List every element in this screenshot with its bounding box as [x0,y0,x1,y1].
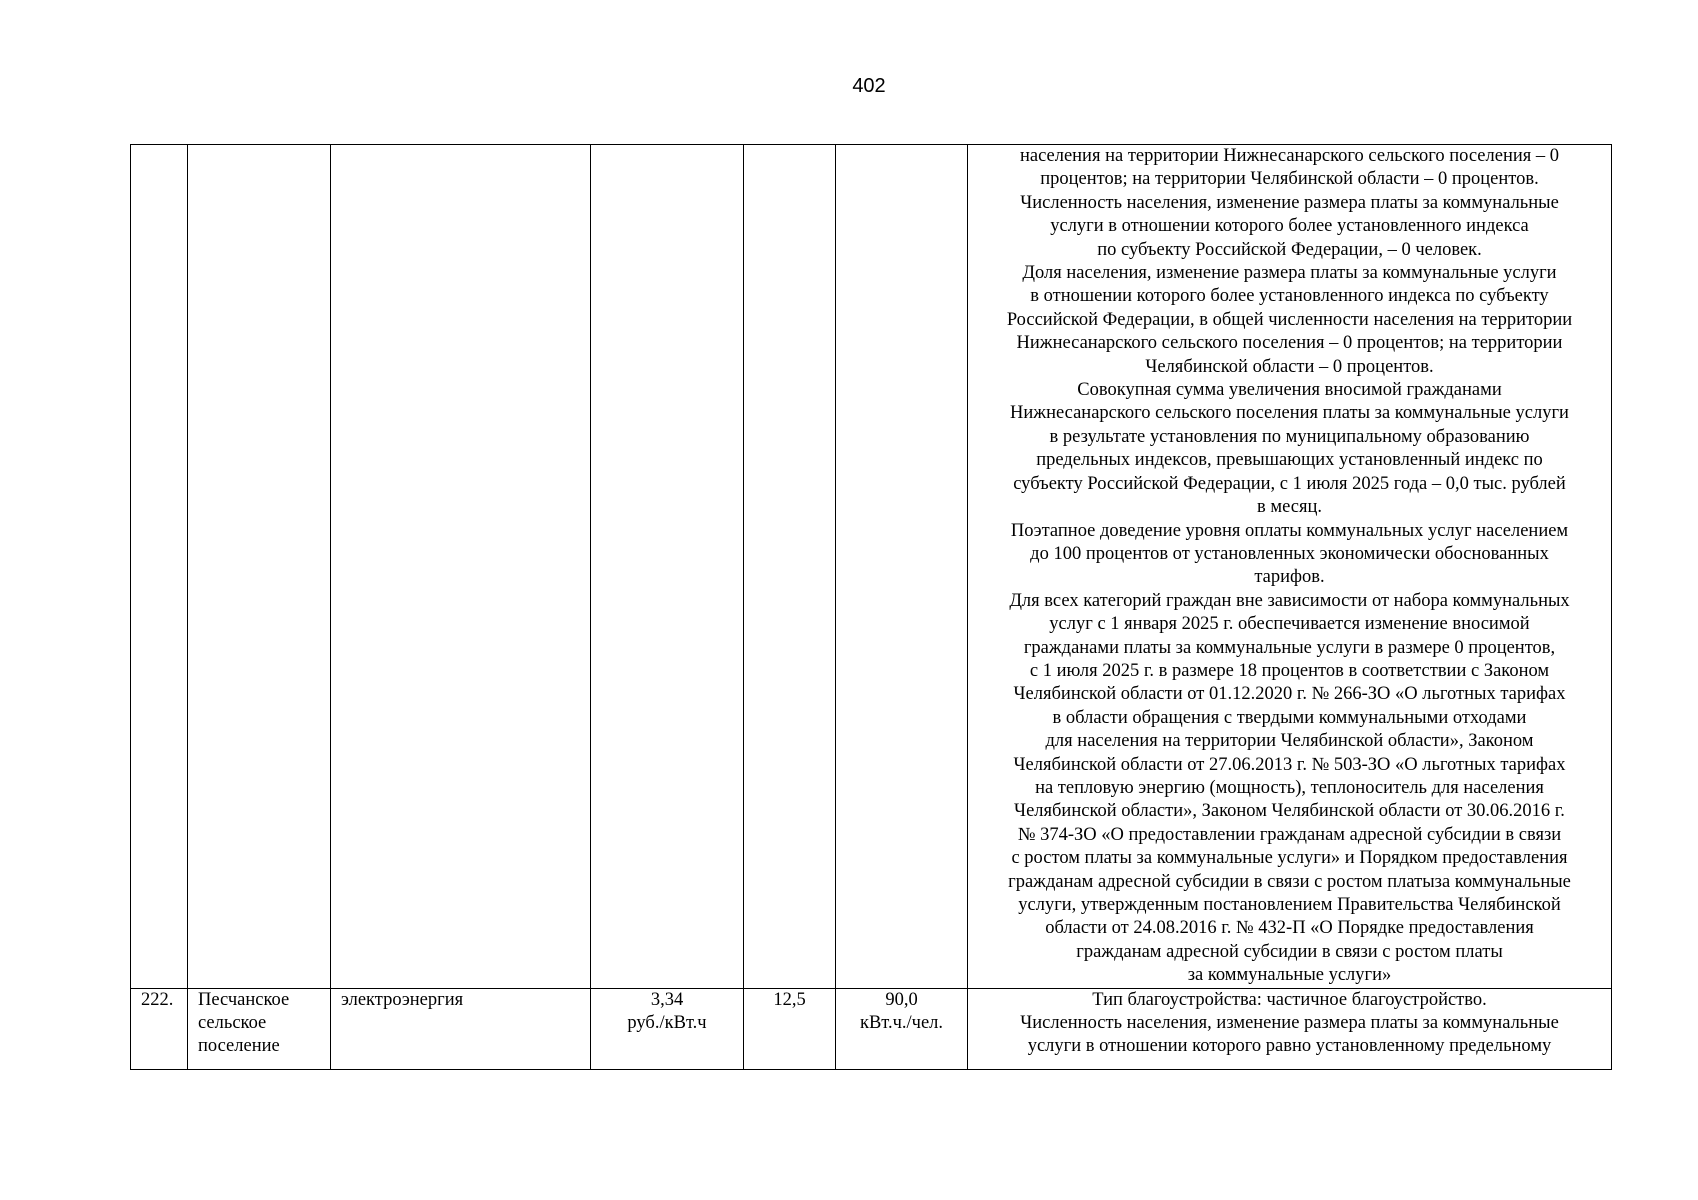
cell-description [968,145,1612,989]
text-line: 90,0 [885,989,918,1010]
text-line: до 100 процентов от установленных экономически обоснованных [1030,543,1549,564]
text-line: гражданам адресной субсидии в связи с ростом платы [1076,941,1503,962]
text-line: Челябинской области», Законом Челябинской области от 30.06.2016 г. [1014,801,1565,822]
text-line: услуги, утвержденным постановлением Правительства Челябинской [1018,895,1561,915]
table-row-222 [131,988,1612,1069]
cell-settlement [188,145,331,989]
text-line: в отношении которого более установленного индекса по субъекту [1030,286,1549,307]
text-line: услуги в отношении которого равно установленному предельному [1027,1036,1552,1057]
tariff-value [595,989,739,1036]
text-line: руб./кВт.ч [627,1013,707,1034]
cell-index: 12,5 [744,988,836,1069]
text-line: предельных индексов, превышающих установленный индекс по [1036,450,1543,471]
text-line: Тип благоустройства: частичное благоустройство. [1092,989,1487,1010]
text-line: Доля населения, изменение размера платы за коммунальные услуги [1022,263,1557,284]
text-line: Челябинской области от 01.12.2020 г. № 266-ЗО «О льготных тарифах [1013,684,1566,705]
text-line: Челябинской области – 0 процентов. [1145,356,1434,377]
cell-number: 222. [131,988,188,1069]
cell-settlement [188,988,331,1069]
cell-description [968,988,1612,1069]
text-line: тарифов. [1254,567,1325,588]
cell-index [744,145,836,989]
text-line: сельское [198,1013,267,1034]
text-line: Песчанское [198,989,290,1010]
cell-number [131,145,188,989]
text-line: 3,34 [650,989,684,1010]
text-line: на тепловую энергию (мощность), теплоноситель для населения [1035,777,1544,798]
tariff-table [130,144,1612,1070]
text-line: Челябинской области от 27.06.2013 г. № 503-ЗО «О льготных тарифах [1013,754,1566,775]
text-line: услуги в отношении которого более установленного индекса [1050,216,1529,237]
text-line: в месяц. [1257,497,1322,518]
settlement-name [198,989,326,1059]
text-line: гражданами платы за коммунальные услуги в размере 0 процентов, [1023,637,1556,658]
page-number: 402 [852,75,886,97]
text-line: Нижнесанарского сельского поселения платы за коммунальные услуги [1010,403,1569,424]
cell-tariff [591,988,744,1069]
description-text [972,145,1607,988]
text-line: Поэтапное доведение уровня оплаты коммунальных услуг населением [1010,520,1569,541]
text-line: поселение [198,1036,280,1057]
text-line: Нижнесанарского сельского поселения – 0 процентов; на территории [1016,333,1563,354]
text-line: Численность населения, изменение размера платы за коммунальные [1020,1013,1559,1034]
cell-volume [836,988,968,1069]
text-line: для населения на территории Челябинской области», Законом [1045,731,1534,752]
text-line: процентов; на территории Челябинской области – 0 процентов. [1040,169,1539,190]
text-line: в результате установления по муниципальному образованию [1049,426,1530,447]
text-line: кВт.ч./чел. [859,1013,944,1034]
text-line: с ростом платы за коммунальные услуги» и Порядком предоставления [1011,848,1568,869]
cell-volume [836,145,968,989]
text-line: с 1 июля 2025 г. в размере 18 процентов в соответствии с Законом [1029,660,1550,681]
text-line: области от 24.08.2016 г. № 432-П «О Порядке предоставления [1045,918,1534,939]
text-line: в области обращения с твердыми коммунальными отходами [1052,707,1527,728]
text-line: Совокупная сумма увеличения вносимой гражданами [1077,380,1502,401]
text-line: Численность населения, изменение размера платы за коммунальные [1020,192,1559,213]
cell-tariff [591,145,744,989]
text-line: субъекту Российской Федерации, с 1 июля 2025 года – 0,0 тыс. рублей [1013,473,1566,494]
cell-service: электроэнергия [331,988,591,1069]
table-row-continuation [131,145,1612,989]
text-line: № 374-ЗО «О предоставлении гражданам адресной субсидии в связи [1017,824,1562,845]
text-line: по субъекту Российской Федерации, – 0 человек. [1097,239,1482,260]
text-line: гражданам адресной субсидии в связи с ростом платыза коммунальные [1008,871,1571,892]
cell-service [331,145,591,989]
text-line: Российской Федерации, в общей численности населения на территории [1006,309,1573,330]
description-text [972,989,1607,1059]
volume-value [840,989,963,1036]
text-line: Для всех категорий граждан вне зависимости от набора коммунальных [1009,590,1570,611]
text-line: населения на территории Нижнесанарского сельского поселения – 0 [1019,146,1560,166]
text-line: услуг с 1 января 2025 г. обеспечивается изменение вносимой [1049,614,1530,635]
text-line: за коммунальные услуги» [1187,965,1392,986]
